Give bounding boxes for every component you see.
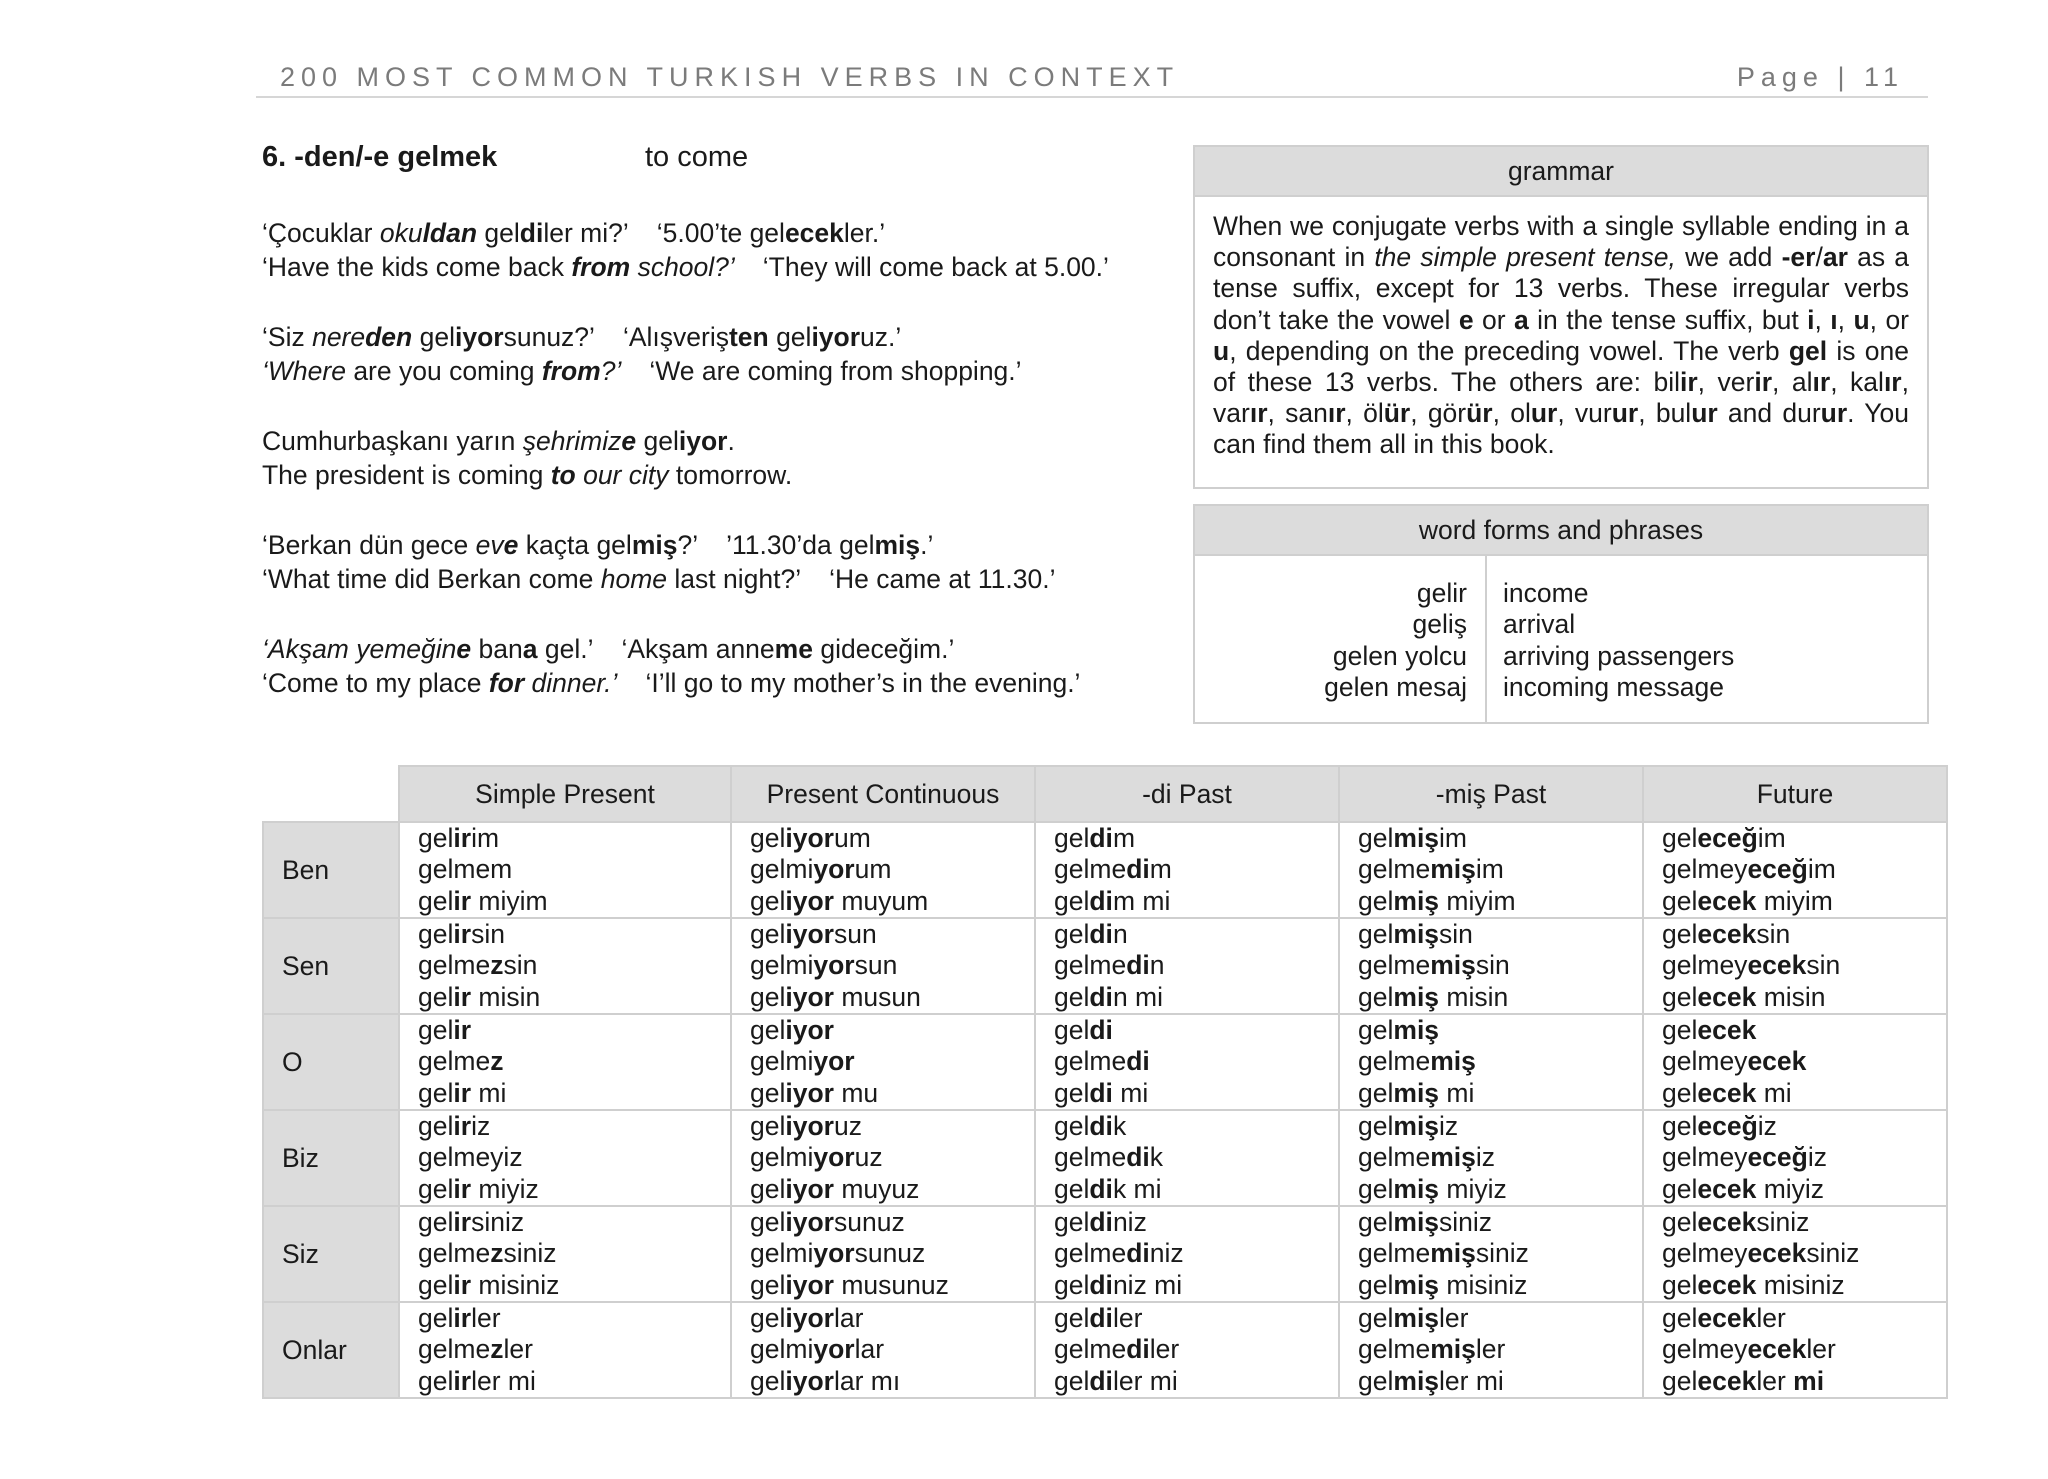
examples-column (262, 140, 1162, 736)
conjugation-cell: gelmiş gelmemiş gelmiş mi (1339, 1014, 1643, 1110)
conjugation-cell: geliyor gelmiyor geliyor mu (731, 1014, 1035, 1110)
example-turkish: Cumhurbaşkanı yarın şehrimize geliyor. (262, 426, 735, 456)
table-row (263, 918, 1947, 1014)
entry-meaning: to come (645, 141, 749, 173)
pronoun-cell: Onlar (263, 1302, 399, 1398)
conjugation-body (263, 822, 1947, 1398)
entry-verb: 6. -den/-e gelmek (262, 141, 498, 173)
table-row (263, 1302, 1947, 1398)
tense-header: Simple Present (399, 766, 731, 822)
conjugation-cell: gelmişim gelmemişim gelmiş miyim (1339, 822, 1643, 918)
conjugation-cell: geliyorsun gelmiyorsun geliyor musun (731, 918, 1035, 1014)
example-english: ‘What time did Berkan come home last night?’ ‘He came at 11.30.’ (262, 564, 1056, 594)
conjugation-cell: geleceğiz gelmeyeceğiz gelecek miyiz (1643, 1110, 1947, 1206)
conjugation-cell: geleceksiniz gelmeyeceksiniz gelecek misiniz (1643, 1206, 1947, 1302)
table-row (263, 822, 1947, 918)
pronoun-cell: O (263, 1014, 399, 1110)
conjugation-cell: gelmişsin gelmemişsin gelmiş misin (1339, 918, 1643, 1014)
conjugation-cell: gelecek gelmeyecek gelecek mi (1643, 1014, 1947, 1110)
tense-header: -di Past (1035, 766, 1339, 822)
conjugation-table (262, 765, 1948, 1399)
word-form-english: arrival (1503, 609, 1576, 640)
word-forms-box (1193, 504, 1929, 724)
entry-title (262, 140, 1162, 186)
tense-header: Present Continuous (731, 766, 1035, 822)
conjugation-cell: geldik gelmedik geldik mi (1035, 1110, 1339, 1206)
conjugation-cell: geldi gelmedi geldi mi (1035, 1014, 1339, 1110)
example-list (262, 216, 1162, 700)
conjugation-cell: gelirler gelmezler gelirler mi (399, 1302, 731, 1398)
conjugation-cell: gelmişler gelmemişler gelmişler mi (1339, 1302, 1643, 1398)
conjugation-header-row (263, 766, 1947, 822)
page-number: Page | 11 (1736, 62, 1904, 92)
conjugation-cell: gelecekler gelmeyecekler gelecekler mi (1643, 1302, 1947, 1398)
word-forms-heading: word forms and phrases (1195, 506, 1927, 556)
example-pair (262, 320, 1162, 388)
conjugation-cell: gelmişiz gelmemişiz gelmiş miyiz (1339, 1110, 1643, 1206)
word-form-turkish: gelen yolcu (1332, 640, 1467, 671)
conjugation-cell: geleceğim gelmeyeceğim gelecek miyim (1643, 822, 1947, 918)
conjugation-cell: gelirim gelmem gelir miyim (399, 822, 731, 918)
conjugation-cell: geliyoruz gelmiyoruz geliyor muyuz (731, 1110, 1035, 1206)
conjugation-cell: geldin gelmedin geldin mi (1035, 918, 1339, 1014)
word-forms-turkish (1195, 578, 1467, 703)
conjugation-cell: gelir gelmez gelir mi (399, 1014, 731, 1110)
conjugation-cell: geldim gelmedim geldim mi (1035, 822, 1339, 918)
example-pair (262, 216, 1162, 284)
pronoun-cell: Siz (263, 1206, 399, 1302)
table-row (263, 1014, 1947, 1110)
conjugation-cell: gelirsiniz gelmezsiniz gelir misiniz (399, 1206, 731, 1302)
grammar-heading: grammar (1195, 147, 1927, 197)
example-pair (262, 424, 1162, 492)
word-form-turkish: gelen mesaj (1324, 671, 1467, 702)
example-pair (262, 632, 1162, 700)
conjugation-cell: gelmişsiniz gelmemişsiniz gelmiş misiniz (1339, 1206, 1643, 1302)
example-turkish: ‘Çocuklar okuldan geldiler mi?’ ‘5.00’te gelecekler.’ (262, 218, 886, 248)
conjugation-cell: geliyorlar gelmiyorlar geliyorlar mı (731, 1302, 1035, 1398)
example-english: ‘Where are you coming from?’ ‘We are coming from shopping.’ (262, 356, 1022, 386)
example-turkish: ‘Siz nereden geliyorsunuz?’ ‘Alışverişten geliyoruz.’ (262, 322, 902, 352)
corner-cell (263, 766, 399, 822)
conjugation-cell: geleceksin gelmeyeceksin gelecek misin (1643, 918, 1947, 1014)
page-header (256, 58, 1928, 98)
pronoun-cell: Sen (263, 918, 399, 1014)
example-pair (262, 528, 1162, 596)
pronoun-cell: Biz (263, 1110, 399, 1206)
example-turkish: ‘Akşam yemeğine bana gel.’ ‘Akşam anneme gideceğim.’ (262, 634, 955, 664)
word-form-english: income (1503, 578, 1589, 608)
word-form-english: incoming message (1503, 671, 1724, 702)
tense-header: -miş Past (1339, 766, 1643, 822)
grammar-text: When we conjugate verbs with a single syllable ending in a consonant in the simple present tense, we add -er/ar as a tense suffix, except for 13 verbs. These irregular verbs don’t take the vowel e or a in the tense suffix, but i, ı, u, or u, depending on the preceding vowel. The verb gel is one of these 13 verbs. The others are: bilir, verir, alır, kalır, varır, sanır, ölür, görür, olur, vurur, bulur and durur. You can find them all in this book. (1213, 211, 1910, 460)
conjugation-cell: geliyorsunuz gelmiyorsunuz geliyor musunuz (731, 1206, 1035, 1302)
conjugation-cell: geldiniz gelmediniz geldiniz mi (1035, 1206, 1339, 1302)
pronoun-cell: Ben (263, 822, 399, 918)
word-forms-english (1503, 578, 1734, 703)
conjugation-cell: geliyorum gelmiyorum geliyor muyum (731, 822, 1035, 918)
word-form-english: arriving passengers (1503, 640, 1735, 671)
example-english: The president is coming to our city tomorrow. (262, 460, 793, 490)
table-row (263, 1110, 1947, 1206)
grammar-box (1193, 145, 1929, 489)
table-row (263, 1206, 1947, 1302)
word-form-turkish: geliş (1412, 609, 1467, 640)
example-english: ‘Have the kids come back from school?’ ‘They will come back at 5.00.’ (262, 252, 1109, 282)
example-english: ‘Come to my place for dinner.’ ‘I’ll go to my mother’s in the evening.’ (262, 668, 1081, 698)
word-forms-table (1195, 556, 1927, 722)
column-divider (1485, 556, 1487, 722)
word-form-turkish: gelir (1416, 578, 1467, 608)
conjugation-cell: gelirsin gelmezsin gelir misin (399, 918, 731, 1014)
book-title: 200 MOST COMMON TURKISH VERBS IN CONTEXT (280, 62, 1180, 92)
tense-header: Future (1643, 766, 1947, 822)
conjugation-cell: geldiler gelmediler geldiler mi (1035, 1302, 1339, 1398)
example-turkish: ‘Berkan dün gece eve kaçta gelmiş?’ ’11.30’da gelmiş.’ (262, 530, 934, 560)
conjugation-cell: geliriz gelmeyiz gelir miyiz (399, 1110, 731, 1206)
